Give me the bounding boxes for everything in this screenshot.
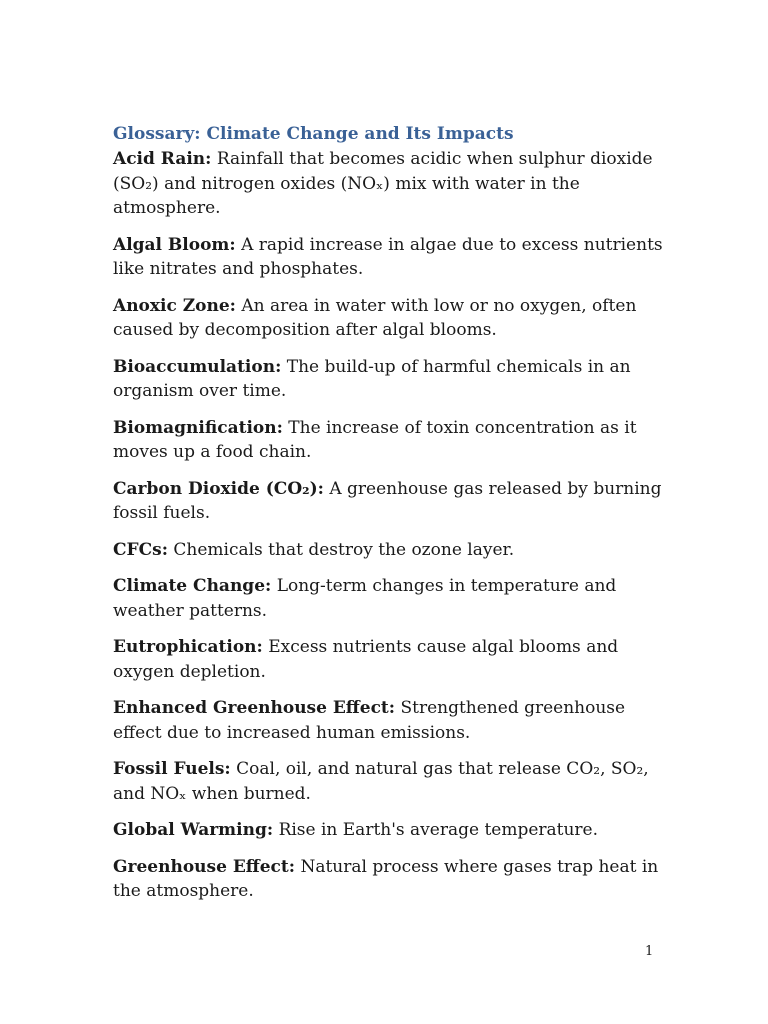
glossary-definition: Chemicals that destroy the ozone layer. bbox=[173, 539, 515, 560]
glossary-term: Acid Rain: bbox=[113, 149, 212, 169]
glossary-term: Bioaccumulation: bbox=[113, 356, 282, 377]
glossary-term: Greenhouse Effect: bbox=[113, 856, 296, 877]
glossary-entry-algal-bloom bbox=[113, 233, 663, 282]
glossary-term: Global Warming: bbox=[113, 820, 274, 840]
glossary-term: Fossil Fuels: bbox=[113, 759, 231, 779]
glossary-definition: A greenhouse gas released by burning fossil fuels. bbox=[113, 478, 662, 523]
glossary-entry-eutrophication bbox=[113, 635, 663, 684]
glossary-definition: Long-term changes in temperature and weather patterns. bbox=[113, 576, 617, 621]
glossary-entry-acid-rain bbox=[113, 147, 663, 221]
glossary-definition: Excess nutrients cause algal blooms and oxygen depletion. bbox=[113, 637, 619, 682]
glossary-term: Anoxic Zone: bbox=[113, 295, 236, 316]
glossary-definition: The increase of toxin concentration as it moves up a food chain. bbox=[113, 417, 637, 462]
glossary-definition: An area in water with low or no oxygen, often caused by decomposition after algal blooms. bbox=[113, 295, 637, 340]
glossary-term: Climate Change: bbox=[113, 576, 272, 596]
glossary-entry-climate-change bbox=[113, 574, 663, 623]
glossary-definition: A rapid increase in algae due to excess nutrients like nitrates and phosphates. bbox=[113, 234, 663, 279]
glossary-definition: Rainfall that becomes acidic when sulphur dioxide (SO₂) and nitrogen oxides (NOₓ) mix with water in the atmosphere. bbox=[113, 149, 653, 218]
glossary-definition: Strengthened greenhouse effect due to increased human emissions. bbox=[113, 698, 626, 743]
glossary-term: Carbon Dioxide (CO₂): bbox=[113, 478, 324, 499]
glossary-term: Algal Bloom: bbox=[113, 234, 236, 255]
glossary-definition: Natural process where gases trap heat in the atmosphere. bbox=[113, 856, 659, 901]
glossary-entry-enhanced-greenhouse-effect bbox=[113, 696, 663, 745]
glossary-entry-cfcs bbox=[113, 538, 663, 563]
glossary-entry-global-warming bbox=[113, 818, 663, 843]
glossary-term: Enhanced Greenhouse Effect: bbox=[113, 698, 396, 718]
glossary-definition: The build-up of harmful chemicals in an organism over time. bbox=[113, 356, 631, 401]
glossary-entry-biomagnification bbox=[113, 416, 663, 465]
glossary-entry-fossil-fuels bbox=[113, 757, 663, 806]
glossary-term: CFCs: bbox=[113, 539, 168, 560]
glossary-definition: Coal, oil, and natural gas that release CO₂, SO₂, and NOₓ when burned. bbox=[113, 759, 649, 804]
glossary-definition: Rise in Earth's average temperature. bbox=[278, 820, 599, 840]
glossary-entry-greenhouse-effect bbox=[113, 855, 663, 904]
glossary-entry-carbon-dioxide bbox=[113, 477, 663, 526]
document-title: Glossary: Climate Change and Its Impacts bbox=[113, 124, 514, 144]
glossary-entry-bioaccumulation bbox=[113, 355, 663, 404]
document-content bbox=[113, 122, 663, 916]
glossary-term: Eutrophication: bbox=[113, 637, 263, 657]
page-number: 1 bbox=[645, 944, 654, 959]
glossary-term: Biomagnification: bbox=[113, 417, 283, 438]
glossary-entry-anoxic-zone bbox=[113, 294, 663, 343]
